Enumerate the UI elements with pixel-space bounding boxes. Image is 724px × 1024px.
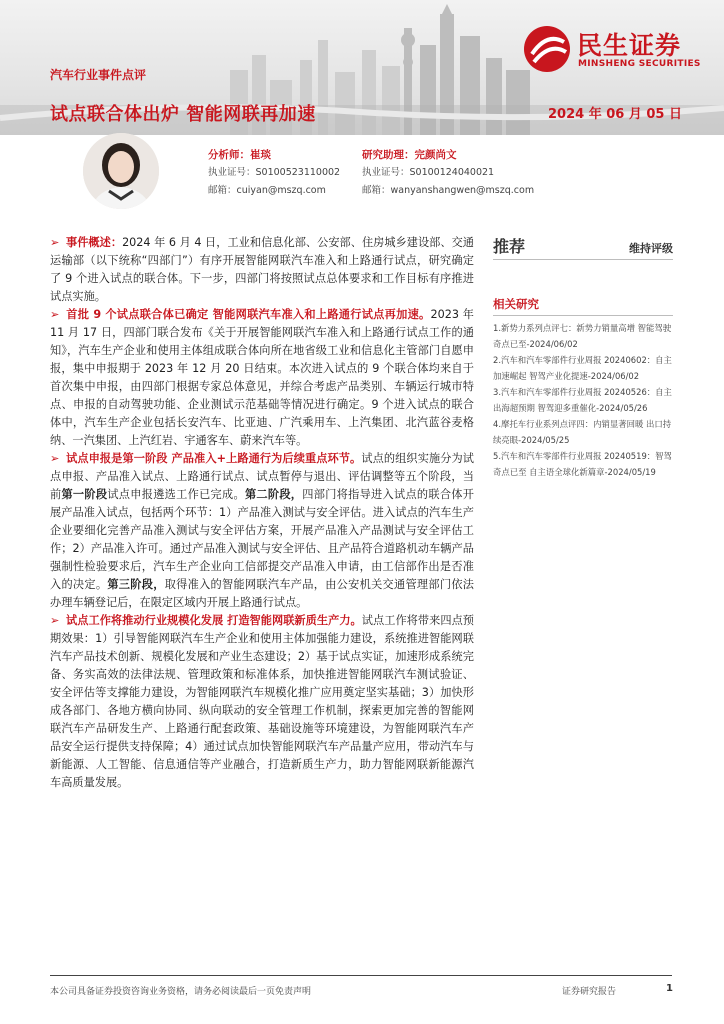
footer-disclaimer: 本公司具备证券投资咨询业务资格，请务必阅读最后一页免责声明 — [50, 987, 312, 997]
analyst-2-name: 研究助理：完颜尚文 — [362, 149, 457, 161]
rating-row — [493, 234, 673, 260]
rating-maintain: 维持评级 — [629, 242, 673, 255]
stage-two-label: 第二阶段， — [244, 488, 303, 501]
related-research-item[interactable]: 1.新势力系列点评七：新势力销量高增 智能驾驶奇点已至-2024/06/02 — [493, 323, 672, 349]
stage-three-label: 第三阶段， — [107, 578, 165, 591]
paragraph-lead: 首批 9 个试点联合体已确定 智能网联汽车准入和上路通行试点再加速。 — [66, 308, 431, 321]
arrow-bullet-icon: ➢ — [50, 308, 60, 321]
related-research-list — [493, 321, 673, 480]
analyst-1-cert: 执业证号：S0100523110002 — [208, 167, 341, 178]
header-banner — [0, 0, 724, 135]
paragraph-text: 2024 年 6 月 4 日，工业和信息化部、公安部、住房城乡建设部、交通运输部（以下统称“四部门”）有序开展智能网联汽车准入和上路通行试点，研究确定了 9 个进入试点的联合体。下一步，四部门将按照试点总体要求和工作目标有序推进试点实施。 — [50, 236, 474, 303]
sidebar — [493, 234, 673, 481]
report-body — [50, 234, 474, 792]
analyst-photo-icon — [83, 133, 159, 209]
arrow-bullet-icon: ➢ — [50, 236, 60, 249]
related-research-item[interactable]: 4.摩托车行业系列点评四：内销显著回暖 出口持续亮眼-2024/05/25 — [493, 419, 672, 445]
report-date: 2024 年 06 月 05 日 — [548, 107, 682, 122]
paragraph-first-batch — [50, 306, 474, 450]
brand-logo — [522, 22, 702, 78]
stage-one-label: 第一阶段 — [61, 488, 108, 501]
analyst-1-name: 分析师：崔琰 — [208, 149, 271, 161]
paragraph-text: 四部门将指导进入试点的联合体开展产品准入试点，包括两个环节：1）产品准入测试与安全评估。进入试点的汽车生产企业要细化完善产品准入测试与安全评估方案，开展产品准入产品测试与安全评估工作；2）产品准入许可。通过产品准入测试与安全评估、且产品符合道路机动车辆产品强制性检验要求后，汽车生产企业向工信部提交产品准入申请，由工信部作出是否准入的决定。 — [50, 488, 474, 591]
footer-doc-type: 证券研究报告 — [562, 987, 617, 997]
logo-mark-icon — [522, 24, 572, 74]
analyst-1-email[interactable]: 邮箱：cuiyan@mszq.com — [208, 185, 326, 196]
logo-english-text: MINSHENG SECURITIES — [578, 59, 701, 69]
arrow-bullet-icon: ➢ — [50, 614, 60, 627]
footer-divider — [50, 975, 672, 976]
page-number: 1 — [666, 983, 673, 994]
paragraph-text: 取得准入的智能网联汽车产品，由公安机关交通管理部门依法办理车辆登记后，在限定区域内开展上路通行试点。 — [50, 578, 474, 609]
paragraph-lead: 试点申报是第一阶段 产品准入+上路通行为后续重点环节。 — [66, 452, 362, 465]
related-research-item[interactable]: 3.汽车和汽车零部件行业周报 20240526：自主出海超预期 智驾迎多重催化-2024/05/26 — [493, 387, 672, 413]
report-type: 汽车行业事件点评 — [50, 68, 147, 82]
analyst-2-cert: 执业证号：S0100124040021 — [362, 167, 495, 178]
paragraph-text: 试点申报遴选工作已完成。 — [107, 488, 245, 501]
analyst-avatar — [83, 133, 159, 209]
related-research-item[interactable]: 2.汽车和汽车零部件行业周报 20240602：自主加速崛起 智驾产业化提速-2024/06/02 — [493, 355, 672, 381]
paragraph-lead: 事件概述： — [66, 236, 123, 249]
paragraph-text: 2023 年 11 月 17 日，四部门联合发布《关于开展智能网联汽车准入和上路通行试点工作的通知》，汽车生产企业和使用主体组成联合体向所在地省级工业和信息化主管部门自愿申报，集中申报期于 2023 年 12 月 20 日结束。本次进入试点的 9 个联合体均来自于首次集中申报，由四部门根据专家总体意见，并综合考虑产品类别、车辆运行城市特点、申报的自动驾驶功能、企业测试示范基础等情况进行确定。9 个进入试点的联合体中，汽车生产企业包括长安汽车、比亚迪、广汽乘用车、上汽集团、北汽蓝谷麦格纳、一汽集团、上汽红岩、宇通客车、蔚来汽车等。 — [50, 308, 474, 447]
arrow-bullet-icon: ➢ — [50, 452, 60, 465]
paragraph-text: 试点工作将带来四点预期效果：1）引导智能网联汽车生产企业和使用主体加强能力建设，系统推进智能网联汽车产品技术创新、规模化发展和产业生态建设；2）基于试点实证，加速形成系统完备、务实高效的法律法规、管理政策和标准体系，加快推进智能网联汽车测试验证、安全评估等支撑能力建设，为智能网联汽车规模化推广应用奠定坚实基础；3）加快形成各部门、各地方横向协同、纵向联动的安全管理工作机制，探索更加完善的智能网联汽车产品研发生产、上路通行配套政策、基础设施等环境建设，为智能网联汽车产品安全运行提供支持保障；4）通过试点加快智能网联汽车产品量产应用，带动汽车与新能源、人工智能、信息通信等产业融合，打造新质生产力，助力智能网联新能源汽车高质量发展。 — [50, 614, 474, 789]
related-research-item[interactable]: 5.汽车和汽车零部件行业周报 20240519：智驾奇点已至 自主语全球化新篇章-2024/05/19 — [493, 451, 672, 477]
paragraph-text: 试点的组织实施分为试点申报、产品准入试点、上路通行试点、试点暂停与退出、评估调整等五个阶段，当前 — [50, 452, 474, 501]
rating: 推荐 — [493, 237, 526, 256]
paragraph-lead: 试点工作将推动行业规模化发展 打造智能网联新质生产力。 — [66, 614, 362, 627]
paragraph-industry-impact — [50, 612, 474, 792]
related-research-title: 相关研究 — [493, 296, 673, 316]
analyst-2-info — [362, 146, 534, 200]
analyst-1-info — [208, 146, 340, 200]
analyst-2-email[interactable]: 邮箱：wanyanshangwen@mszq.com — [362, 185, 535, 196]
paragraph-event-summary — [50, 234, 474, 306]
logo-chinese-text: 民生证券 — [577, 31, 682, 60]
report-title: 试点联合体出炉 智能网联再加速 — [50, 104, 316, 125]
paragraph-stages — [50, 450, 474, 612]
